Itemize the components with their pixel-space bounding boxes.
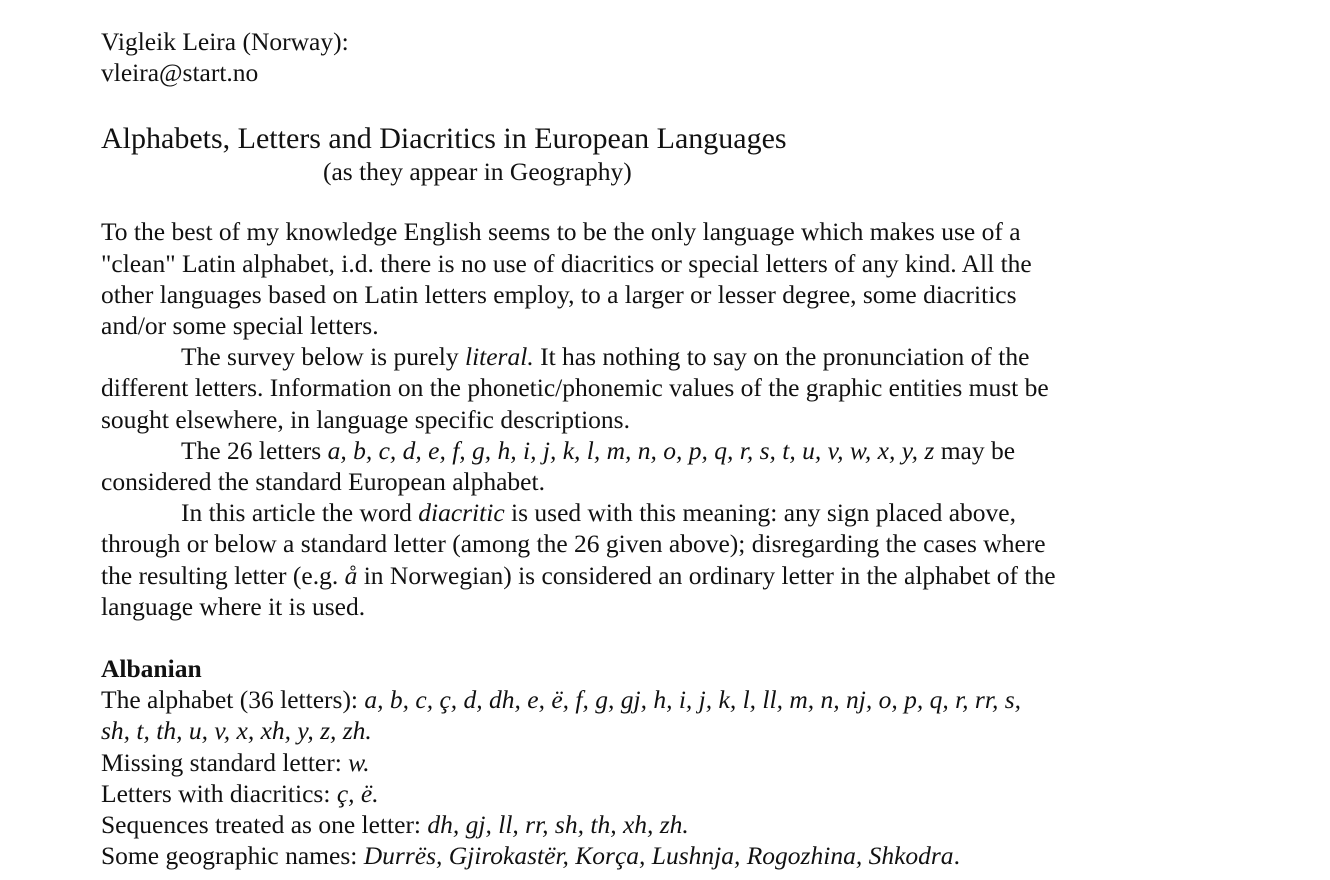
text-line: considered the standard European alphabet.	[101, 467, 545, 497]
emphasis-letter: å	[344, 560, 358, 590]
text-line: and/or some special letters.	[101, 311, 379, 341]
sequences-value: dh, gj, ll, rr, sh, th, xh, zh.	[427, 810, 689, 840]
section-albanian	[101, 653, 1131, 871]
text-line: "clean" Latin alphabet, i.d. there is no use of diacritics or special letters of any kind. All the	[101, 248, 1032, 278]
text-line: sought elsewhere, in language specific descriptions.	[101, 404, 630, 434]
geographic-names-value: Durrës, Gjirokastër, Korça, Lushnja, Rogozhina, Shkodra	[363, 841, 954, 871]
text-line: In this article the word diacritic is used with this meaning: any sign placed above,	[181, 498, 1016, 528]
text-line: language where it is used.	[101, 591, 366, 621]
missing-letter-value: w.	[348, 747, 370, 777]
standard-alphabet-list: a, b, c, d, e, f, g, h, i, j, k, l, m, n, o, p, q, r, s, t, u, v, w, x, y, z	[327, 435, 935, 465]
text-line: The 26 letters a, b, c, d, e, f, g, h, i, j, k, l, m, n, o, p, q, r, s, t, u, v, w, x, y, z may be	[181, 435, 1016, 465]
intro-paragraph-2	[101, 341, 1131, 435]
geographic-names-line: Some geographic names: Durrës, Gjirokastër, Korça, Lushnja, Rogozhina, Shkodra.	[101, 841, 960, 871]
author-email: vleira@start.no	[101, 58, 259, 88]
document-title: Alphabets, Letters and Diacritics in European Languages	[101, 122, 787, 156]
sequences-line: Sequences treated as one letter: dh, gj, ll, rr, sh, th, xh, zh.	[101, 810, 689, 840]
text-line: the resulting letter (e.g. å in Norwegian) is considered an ordinary letter in the alphabet of the	[101, 560, 1056, 590]
alphabet-letters-cont: sh, t, th, u, v, x, xh, y, z, zh.	[101, 716, 372, 746]
document-page	[101, 26, 1131, 871]
section-heading: Albanian	[101, 654, 202, 684]
intro-paragraph-3	[101, 435, 1131, 497]
intro-paragraph-1	[101, 216, 1131, 341]
text-line: other languages based on Latin letters employ, to a larger or lesser degree, some diacritics	[101, 279, 1017, 309]
alphabet-letters: a, b, c, ç, d, dh, e, ë, f, g, gj, h, i, j, k, l, ll, m, n, nj, o, p, q, r, rr, s,	[364, 685, 1022, 715]
diacritics-value: ç, ë.	[336, 778, 379, 808]
alphabet-line: The alphabet (36 letters): a, b, c, ç, d, dh, e, ë, f, g, gj, h, i, j, k, l, ll, m, n, nj, o, p, q, r, rr, s,	[101, 685, 1022, 715]
text-line: through or below a standard letter (among the 26 given above); disregarding the cases where	[101, 529, 1046, 559]
emphasis-diacritic: diacritic	[418, 498, 505, 528]
intro-paragraph-4	[101, 497, 1131, 622]
text-line: The survey below is purely literal. It has nothing to say on the pronunciation of the	[181, 342, 1030, 372]
document-subtitle: (as they appear in Geography)	[323, 157, 632, 187]
alphabet-line-cont	[101, 715, 1131, 746]
emphasis-literal: literal.	[464, 342, 534, 372]
missing-letter-line: Missing standard letter: w.	[101, 747, 370, 777]
text-line: To the best of my knowledge English seems to be the only language which makes use of a	[101, 217, 1021, 247]
text-line: different letters. Information on the phonetic/phonemic values of the graphic entities must be	[101, 373, 1049, 403]
diacritics-line: Letters with diacritics: ç, ë.	[101, 778, 379, 808]
author-line: Vigleik Leira (Norway):	[101, 27, 349, 56]
